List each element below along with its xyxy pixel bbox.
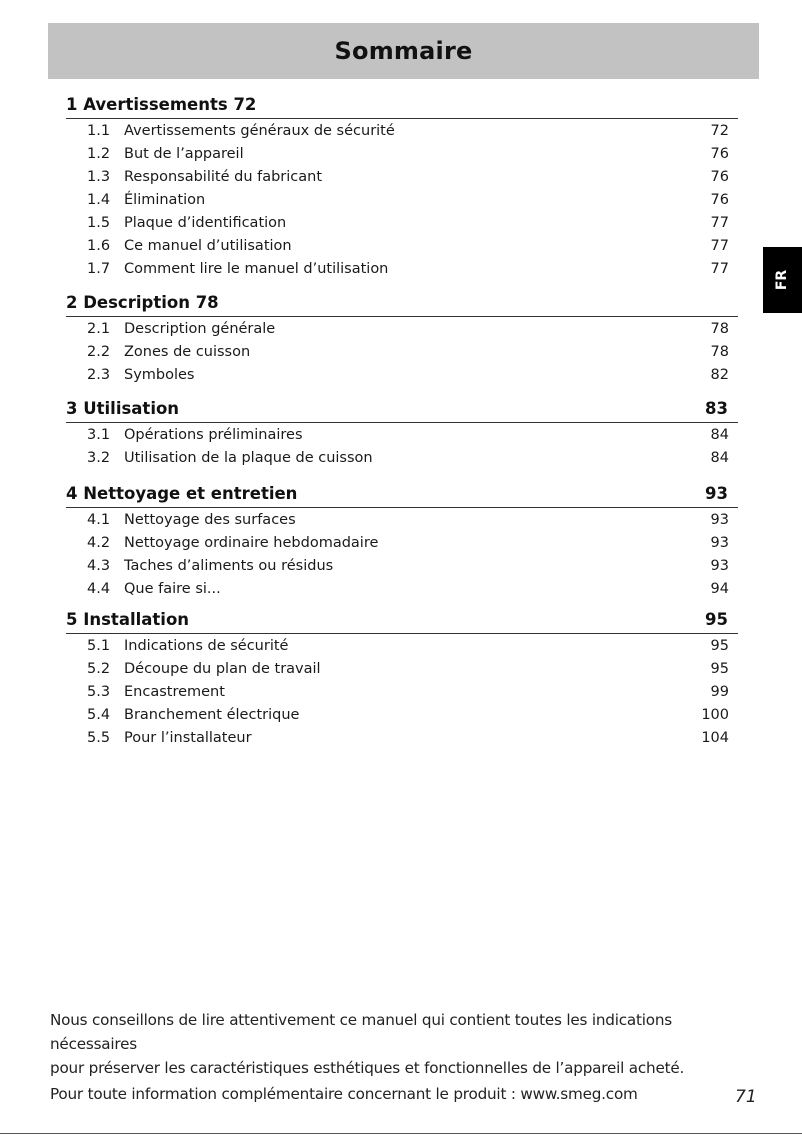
toc-entry	[87, 167, 729, 187]
section-title: 3 Utilisation	[66, 399, 180, 418]
entry-label: Comment lire le manuel d’utilisation	[124, 261, 389, 277]
entry-page: 72	[710, 123, 729, 139]
section-page: 93	[705, 484, 728, 503]
entry-page: 99	[710, 684, 729, 700]
entry-page: 77	[710, 215, 729, 231]
entry-page: 95	[710, 638, 729, 654]
toc-entry	[87, 448, 729, 468]
entry-page: 93	[710, 512, 729, 528]
toc-entry	[87, 259, 729, 279]
toc-entry	[87, 682, 729, 702]
toc-entry	[87, 144, 729, 164]
entry-number: 5.2	[87, 661, 111, 677]
entry-number: 2.1	[87, 321, 111, 337]
entry-page: 93	[710, 558, 729, 574]
bottom-divider	[0, 1133, 802, 1134]
toc-entry	[87, 213, 729, 233]
toc-entry	[87, 556, 729, 576]
entry-page: 104	[701, 730, 729, 746]
section-heading	[66, 396, 738, 418]
section-rule	[66, 316, 738, 317]
toc-entry	[87, 579, 729, 599]
entry-page: 84	[710, 450, 729, 466]
entry-label: Opérations préliminaires	[124, 427, 303, 443]
entry-label: Nettoyage des surfaces	[124, 512, 296, 528]
entry-label: Élimination	[124, 192, 206, 208]
toc-entry	[87, 659, 729, 679]
section-rule	[66, 422, 738, 423]
entry-number: 1.4	[87, 192, 111, 208]
footer-line-3: Pour toute information complémentaire concernant le produit : www.smeg.com	[50, 1085, 638, 1103]
entry-number: 1.1	[87, 123, 111, 139]
entry-page: 82	[710, 367, 729, 383]
entry-page: 100	[701, 707, 729, 723]
toc-entry	[87, 510, 729, 530]
entry-number: 3.1	[87, 427, 111, 443]
toc-entry	[87, 190, 729, 210]
entry-label: Utilisation de la plaque de cuisson	[124, 450, 373, 466]
toc-entry	[87, 636, 729, 656]
section-page: 83	[705, 399, 728, 418]
entry-page: 94	[710, 581, 729, 597]
page-number: 71	[735, 1087, 757, 1107]
entry-page: 78	[710, 344, 729, 360]
toc-entry	[87, 121, 729, 141]
entry-label: Indications de sécurité	[124, 638, 289, 654]
section-title: 2 Description 78	[66, 293, 219, 312]
entry-number: 1.7	[87, 261, 111, 277]
entry-label: Branchement électrique	[124, 707, 300, 723]
section-title: 1 Avertissements 72	[66, 95, 257, 114]
entry-number: 4.2	[87, 535, 111, 551]
entry-page: 95	[710, 661, 729, 677]
entry-label: But de l’appareil	[124, 146, 244, 162]
entry-page: 76	[710, 192, 729, 208]
entry-label: Encastrement	[124, 684, 225, 700]
section-rule	[66, 507, 738, 508]
entry-page: 76	[710, 169, 729, 185]
entry-page: 84	[710, 427, 729, 443]
entry-label: Description générale	[124, 321, 276, 337]
entry-page: 93	[710, 535, 729, 551]
entry-number: 5.1	[87, 638, 111, 654]
toc-entry	[87, 236, 729, 256]
entry-label: Pour l’installateur	[124, 730, 252, 746]
section-page: 95	[705, 610, 728, 629]
section-heading	[66, 481, 738, 503]
entry-number: 5.3	[87, 684, 111, 700]
entry-number: 1.6	[87, 238, 111, 254]
entry-label: Plaque d’identification	[124, 215, 287, 231]
footer-note	[50, 1008, 755, 1106]
entry-page: 78	[710, 321, 729, 337]
toc-entry	[87, 728, 729, 748]
footer-line-1: Nous conseillons de lire attentivement ce manuel qui contient toutes les indications nécessaires	[50, 1011, 672, 1053]
section-heading	[66, 290, 738, 312]
toc-entry	[87, 705, 729, 725]
entry-number: 4.4	[87, 581, 111, 597]
toc-entry	[87, 533, 729, 553]
entry-label: Nettoyage ordinaire hebdomadaire	[124, 535, 379, 551]
section-title: 5 Installation	[66, 610, 190, 629]
page-title: Sommaire	[334, 37, 473, 65]
entry-label: Ce manuel d’utilisation	[124, 238, 292, 254]
section-rule	[66, 633, 738, 634]
section-heading	[66, 607, 738, 629]
entry-label: Découpe du plan de travail	[124, 661, 321, 677]
entry-number: 5.4	[87, 707, 111, 723]
entry-number: 1.5	[87, 215, 111, 231]
entry-number: 4.1	[87, 512, 111, 528]
entry-label: Symboles	[124, 367, 195, 383]
entry-label: Que faire si...	[124, 581, 221, 597]
language-tab-label: FR	[774, 269, 791, 291]
entry-label: Zones de cuisson	[124, 344, 251, 360]
entry-label: Avertissements généraux de sécurité	[124, 123, 395, 139]
entry-label: Responsabilité du fabricant	[124, 169, 323, 185]
entry-number: 4.3	[87, 558, 111, 574]
toc-entry	[87, 365, 729, 385]
entry-number: 1.2	[87, 146, 111, 162]
section-rule	[66, 118, 738, 119]
entry-number: 3.2	[87, 450, 111, 466]
toc-entry	[87, 342, 729, 362]
toc-entry	[87, 425, 729, 445]
entry-number: 5.5	[87, 730, 111, 746]
footer-line-2: pour préserver les caractéristiques esthétiques et fonctionnelles de l’appareil acheté.	[50, 1059, 685, 1077]
entry-page: 76	[710, 146, 729, 162]
section-heading	[66, 92, 738, 114]
entry-number: 1.3	[87, 169, 111, 185]
entry-number: 2.2	[87, 344, 111, 360]
entry-page: 77	[710, 261, 729, 277]
toc-entry	[87, 319, 729, 339]
entry-page: 77	[710, 238, 729, 254]
entry-number: 2.3	[87, 367, 111, 383]
section-title: 4 Nettoyage et entretien	[66, 484, 298, 503]
entry-label: Taches d’aliments ou résidus	[124, 558, 334, 574]
